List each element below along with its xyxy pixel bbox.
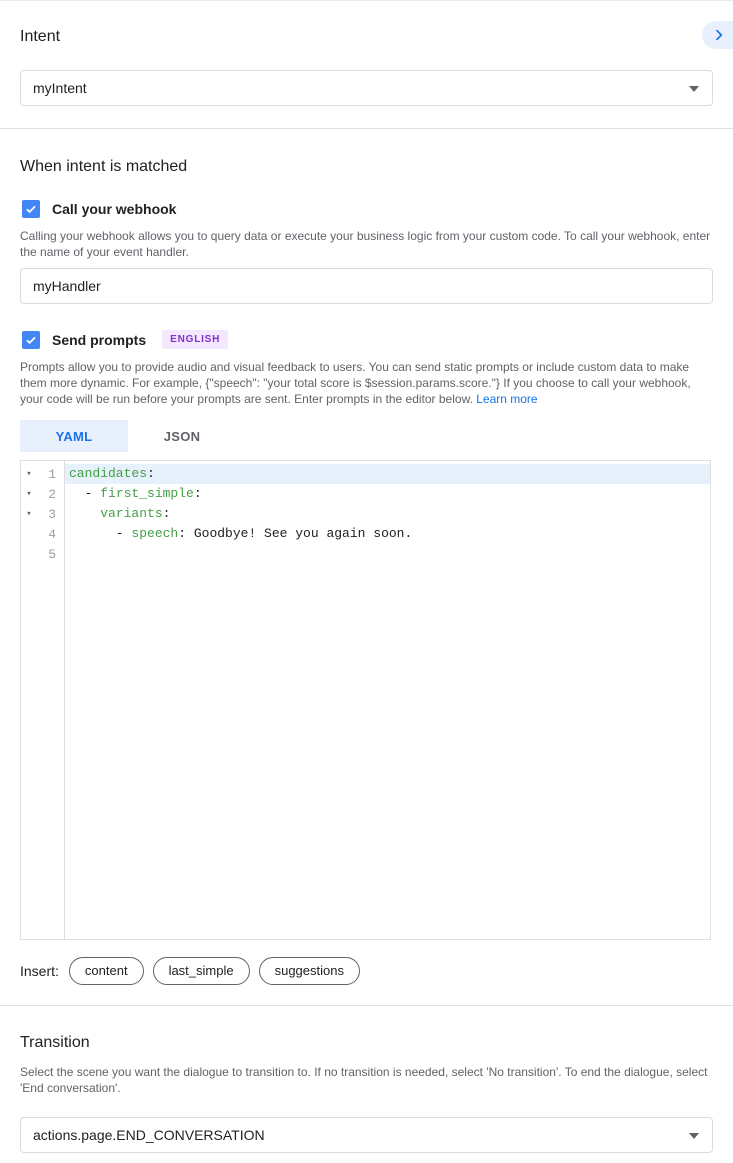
yaml-key: variants (100, 506, 163, 521)
insert-label: Insert: (20, 963, 59, 979)
fold-arrow-icon[interactable]: ▾ (26, 509, 32, 519)
tab-json[interactable]: JSON (163, 428, 201, 444)
transition-select[interactable] (20, 1117, 713, 1153)
gutter-row (21, 504, 64, 524)
code-line-2[interactable] (65, 484, 710, 504)
yaml-text: : (193, 486, 202, 501)
insert-chip-last_simple[interactable]: last_simple (153, 957, 250, 985)
intent-select[interactable] (20, 70, 713, 106)
prompts-description (20, 359, 713, 407)
gutter-row (21, 544, 64, 564)
gutter-row (21, 484, 64, 504)
call-webhook-row (20, 200, 713, 218)
code-line-3[interactable] (65, 504, 710, 524)
event-handler-value: myHandler (33, 278, 101, 294)
line-number: 3 (48, 506, 56, 522)
yaml-key: speech (131, 526, 179, 541)
gutter-row (21, 464, 64, 484)
intent-section-title: Intent (20, 28, 61, 45)
send-prompts-label: Send prompts (52, 331, 147, 348)
editor-gutter (21, 461, 65, 939)
yaml-key: first_simple (100, 486, 194, 501)
section-divider (0, 128, 733, 129)
prompts-description-text: Prompts allow you to provide audio and visual feedback to users. You can send static prompts or include custom data to make them more dynamic. For example, {"speech": "your total score is $session.params.score."} If you choose to call your webhook, your code will be run before your prompts are sent. Enter prompts in the editor below. (20, 360, 691, 406)
line-number: 5 (48, 546, 56, 562)
yaml-text: - (69, 526, 132, 541)
line-number: 4 (48, 526, 56, 542)
code-line-5[interactable] (65, 544, 710, 564)
section-divider (0, 1005, 733, 1006)
call-webhook-checkbox[interactable] (22, 200, 40, 218)
send-prompts-checkbox[interactable] (22, 331, 40, 349)
dropdown-arrow-icon (689, 1133, 699, 1139)
insert-row (20, 957, 713, 985)
prompt-code-editor[interactable] (20, 460, 711, 940)
webhook-description: Calling your webhook allows you to query data or execute your business logic from your custom code. To call your webhook, enter the name of your event handler. (20, 229, 711, 259)
yaml-text: - (69, 486, 101, 501)
learn-more-link[interactable]: Learn more (476, 392, 538, 406)
insert-chip-suggestions[interactable]: suggestions (259, 957, 360, 985)
fold-arrow-icon[interactable]: ▾ (26, 489, 32, 499)
code-line-1[interactable] (65, 464, 710, 484)
intent-select-value: myIntent (33, 80, 87, 96)
transition-section-title: Transition (20, 1034, 90, 1051)
yaml-key: candidates (69, 466, 148, 481)
yaml-text (69, 506, 100, 521)
transition-select-value: actions.page.END_CONVERSATION (33, 1127, 265, 1143)
language-badge: ENGLISH (162, 330, 228, 349)
checkmark-icon (24, 202, 38, 216)
line-number: 2 (48, 486, 56, 502)
send-prompts-row (20, 330, 713, 349)
yaml-text: : Goodbye! See you again soon. (178, 526, 413, 541)
gutter-row (21, 524, 64, 544)
chevron-right-icon (709, 27, 727, 43)
expand-panel-button[interactable] (702, 21, 733, 49)
line-number: 1 (48, 466, 56, 482)
dropdown-arrow-icon (689, 86, 699, 92)
matched-section-title: When intent is matched (20, 158, 188, 175)
transition-description: Select the scene you want the dialogue to transition to. If no transition is needed, select 'No transition'. To end the dialogue, select 'End conversation'. (20, 1065, 708, 1095)
call-webhook-label: Call your webhook (52, 201, 177, 217)
yaml-text: : (162, 506, 171, 521)
insert-chips (69, 957, 360, 985)
insert-chip-content[interactable]: content (69, 957, 144, 985)
editor-format-tabs (20, 420, 713, 452)
tab-yaml[interactable]: YAML (20, 420, 128, 452)
event-handler-input[interactable] (20, 268, 713, 304)
editor-code-area[interactable] (65, 461, 710, 939)
code-line-4[interactable] (65, 524, 710, 544)
checkmark-icon (24, 333, 38, 347)
yaml-text: : (147, 466, 155, 481)
fold-arrow-icon[interactable]: ▾ (26, 469, 32, 479)
